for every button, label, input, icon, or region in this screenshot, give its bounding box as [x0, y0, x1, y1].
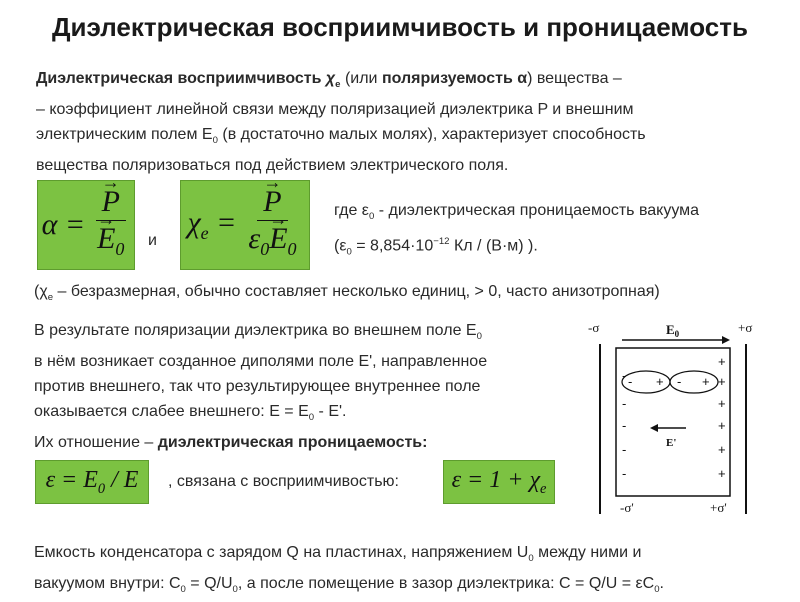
chi-lhs-sub: e [200, 223, 209, 243]
alpha-lhs: α = [41, 208, 86, 241]
vacuum-line-2 [334, 229, 774, 265]
result-line-2: в нём возникает созданное диполями поле E', направленное [34, 353, 488, 371]
intro-line-3-a: электрическим полем E [36, 126, 213, 144]
capacitor-line-1-a: Емкость конденсатора с зарядом Q на пластинах, напряжением U [34, 544, 529, 561]
chi-den-eps-sub: 0 [260, 238, 270, 259]
chi-note-open: (χ [34, 283, 48, 300]
capacitor-line-2-b: , а после помещение в зазор диэлектрика: C = Q/U = εC [237, 575, 655, 593]
capacitor-diagram-svg [582, 318, 778, 520]
right-charge-4: + [718, 418, 726, 433]
intro-rest-1: ) вещества – [527, 70, 622, 87]
eps-formula-box-2 [443, 460, 555, 504]
result-line-3: против внешнего, так что результирующее внутреннее поле [34, 378, 481, 396]
result-line-5-a: Их отношение – [34, 434, 158, 452]
intro-line-4: вещества поляризоваться под действием электрического поля. [36, 157, 509, 175]
capacitor-line-2-sub1: 0 [232, 584, 238, 596]
vacuum-line-2-a: (ε [334, 237, 347, 255]
chi-lhs-symbol: χ [187, 206, 201, 239]
dipole-2-minus: - [677, 374, 682, 389]
minus-sigma-label: -σ [588, 320, 600, 335]
result-line-1-a: В результате поляризации диэлектрика во внешнем поле E [34, 322, 477, 339]
intro-line-3-b: (в достаточно малых молях), характеризует способность [217, 126, 646, 144]
capacitor-line-2-sub2: 0 [654, 584, 660, 596]
left-charge-1: - [622, 368, 627, 383]
capacitor-line-2 [34, 571, 784, 602]
result-line-4-b: - E'. [314, 403, 347, 421]
chi-fraction [242, 186, 302, 265]
capacitor-diagram [582, 318, 778, 520]
result-line-5 [34, 430, 574, 455]
eps1-sub: 0 [97, 480, 106, 497]
eps-formula-box-1 [35, 460, 149, 504]
right-charge-3: + [718, 396, 726, 411]
alpha-formula-box [37, 180, 135, 270]
chi-formula-box [180, 180, 310, 270]
right-charge-5: + [718, 442, 726, 457]
chi-sub: e [335, 79, 341, 91]
plus-sigma-label: +σ [738, 320, 753, 335]
capacitor-line-2-end: . [659, 575, 664, 593]
dipole-1-minus: - [628, 374, 633, 389]
vacuum-line-2-sub: 0 [346, 246, 352, 258]
eprime-arrow-head [650, 424, 658, 432]
minus-sigma-prime-label: -σ' [620, 500, 634, 515]
intro-line-3 [36, 122, 776, 153]
chi-note [34, 279, 784, 310]
intro-line-3-sub: 0 [212, 135, 218, 147]
dielectric-slab [616, 348, 730, 496]
right-charge-6: + [718, 466, 726, 481]
eps2-sub: e [540, 480, 547, 497]
dipole-1-plus: + [656, 374, 664, 389]
eps-formula-1 [46, 467, 139, 498]
vacuum-note [334, 198, 774, 265]
term-susceptibility: Диэлектрическая восприимчивость [36, 70, 322, 87]
chi-note-rest: – безразмерная, обычно составляет несколько единиц, > 0, часто анизотропная) [53, 283, 660, 300]
left-charge-3: - [622, 418, 627, 433]
capacitor-line-2-sub0: 0 [180, 584, 186, 596]
alpha-numerator: → P [102, 186, 120, 218]
dipole-2-plus: + [702, 374, 710, 389]
e0-arrow-head [722, 336, 730, 344]
capacitor-line-1-b: между ними и [533, 544, 642, 561]
term-polarizability: поляризуемость α [381, 70, 528, 87]
result-paragraph [34, 318, 574, 455]
eps-formula-2 [452, 467, 547, 498]
chi-note-sub: e [47, 292, 54, 304]
chi-eq: = [208, 206, 237, 239]
result-line-4 [34, 399, 574, 430]
page-title: Диэлектрическая восприимчивость и проницаемость [52, 12, 748, 42]
eprime-label: E' [666, 437, 677, 449]
left-charge-5: - [622, 466, 627, 481]
chi-den-E: → E [269, 223, 287, 255]
eps2-a: ε = 1 + χ [451, 466, 540, 493]
left-charge-4: - [622, 442, 627, 457]
capacitor-line-2-mid: = Q/U [185, 575, 233, 593]
eps1-a: ε = E [45, 466, 98, 493]
chi-den-eps: ε [248, 221, 261, 255]
right-charge-1: + [718, 354, 726, 369]
e0-label: $E_0$ [666, 322, 680, 339]
vacuum-line-2-mid: = 8,854·10 [351, 237, 434, 255]
intro-paragraph [36, 66, 776, 178]
eps-connector: , связана с восприимчивостью: [168, 473, 399, 490]
vacuum-line-1-sub: 0 [368, 211, 375, 223]
capacitor-line-1 [34, 540, 784, 571]
alpha-denominator: → E [97, 223, 115, 255]
result-line-1-sub: 0 [476, 331, 482, 343]
chi-symbol: χ [325, 70, 336, 87]
vacuum-line-2-b: Кл / (В·м) ). [449, 237, 538, 255]
alpha-fraction [91, 186, 130, 265]
chi-numerator: → P [263, 186, 281, 218]
eps1-b: / E [105, 466, 139, 493]
intro-line-2: – коэффициент линейной связи между поляризацией диэлектрика P и внешним [36, 101, 634, 119]
result-line-4-sub: 0 [308, 412, 315, 424]
term-permittivity: диэлектрическая проницаемость: [157, 434, 428, 452]
paren-open: (или [340, 70, 382, 87]
right-charge-2: + [718, 374, 726, 389]
capacitor-line-1-sub: 0 [528, 553, 534, 565]
vacuum-line-2-sup: −12 [433, 236, 450, 248]
capacitor-paragraph [34, 540, 784, 602]
and-word: и [148, 232, 157, 249]
result-line-1 [34, 318, 574, 349]
result-line-4-a: оказывается слабее внешнего: E = E [34, 403, 309, 421]
vacuum-line-1-a: где ε [334, 202, 369, 219]
alpha-den-sub: 0 [115, 238, 125, 259]
chi-den-E-sub: 0 [287, 238, 297, 259]
plus-sigma-prime-label: +σ' [710, 500, 727, 515]
capacitor-line-2-a: вакуумом внутри: C [34, 575, 181, 593]
left-charge-2: - [622, 396, 627, 411]
intro-line-1 [36, 66, 776, 97]
chi-lhs [187, 206, 236, 244]
vacuum-line-1-b: - диэлектрическая проницаемость вакуума [374, 202, 700, 219]
vacuum-line-1 [334, 198, 774, 229]
